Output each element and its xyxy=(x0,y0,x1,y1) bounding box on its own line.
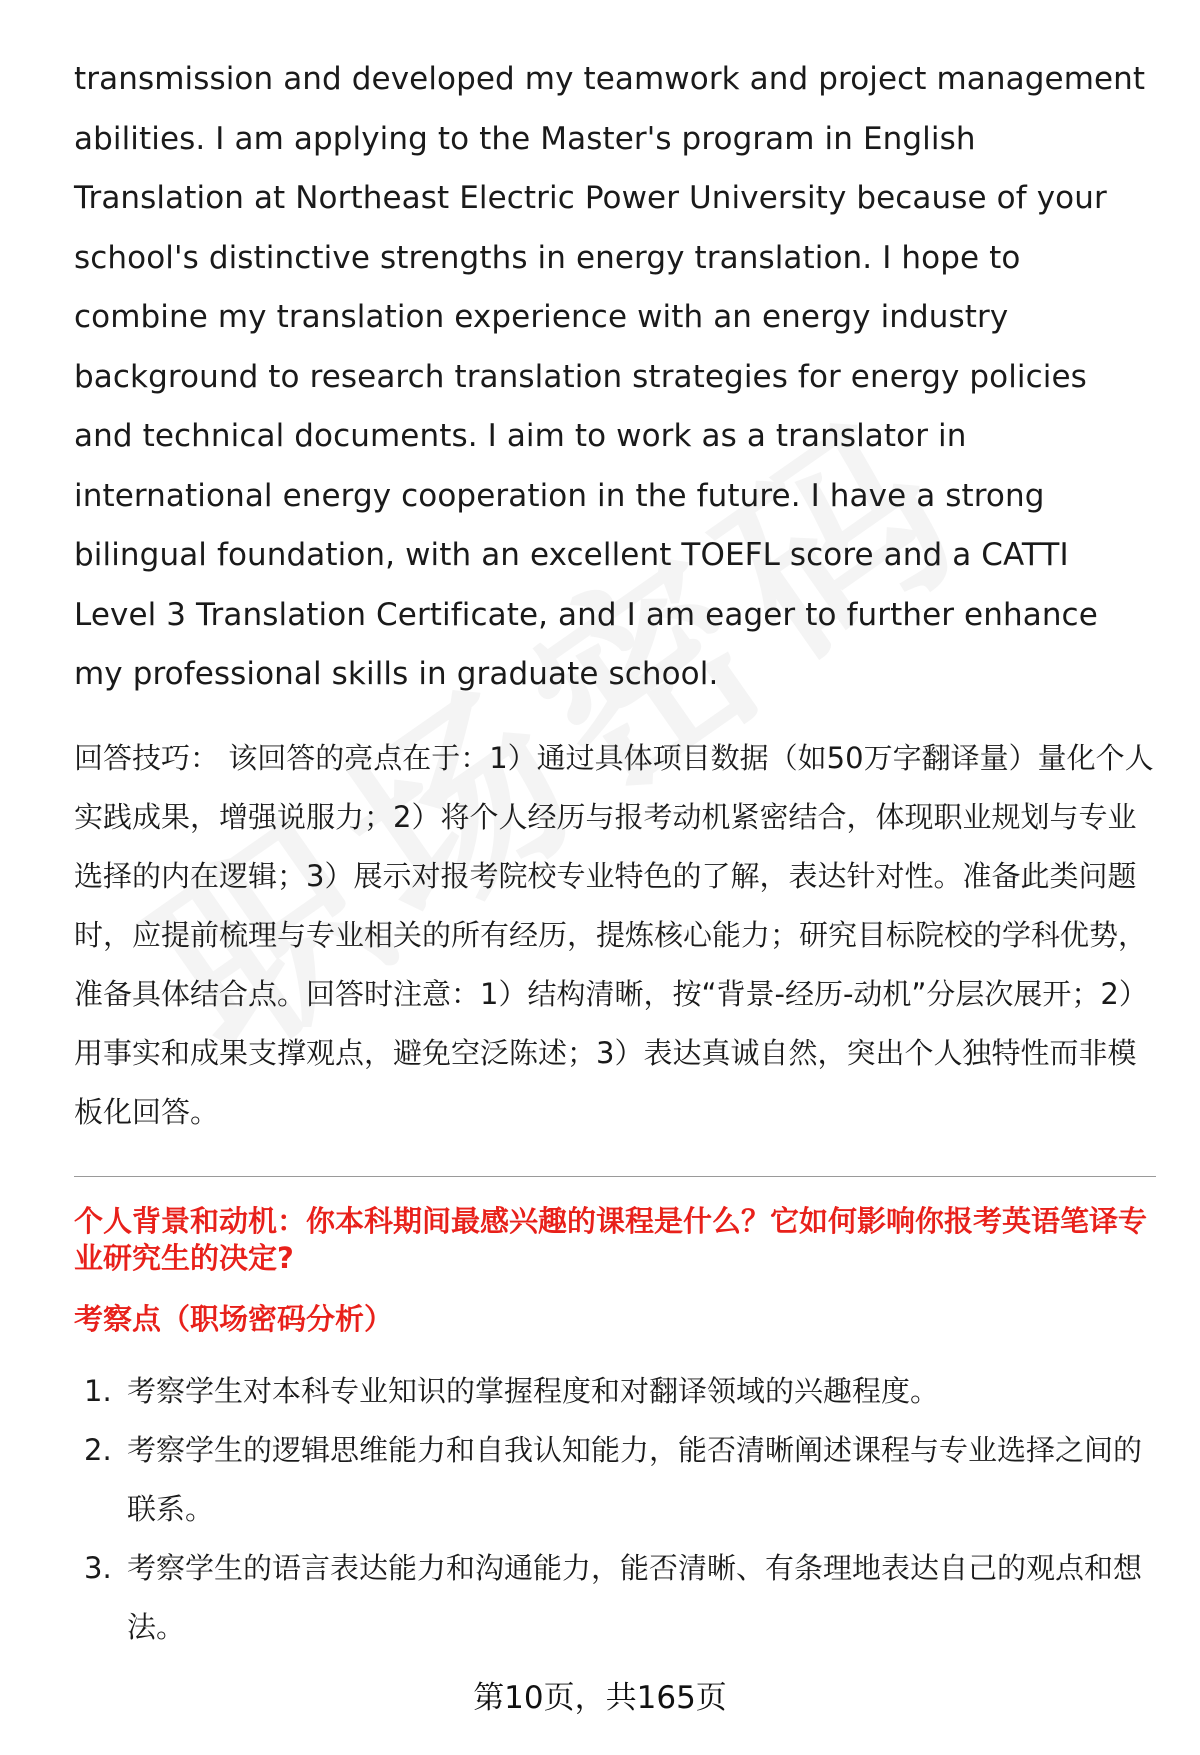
list-item-number: 1. xyxy=(84,1373,112,1408)
list-item-number: 3. xyxy=(84,1550,112,1585)
page-number-footer: 第10页，共165页 xyxy=(473,1680,727,1716)
assessment-points-list xyxy=(74,1362,1154,1657)
list-item-number: 2. xyxy=(84,1432,112,1467)
list-item-text: 考察学生的逻辑思维能力和自我认知能力，能否清晰阐述课程与专业选择之间的联系。 xyxy=(127,1432,1143,1526)
list-item-text: 考察学生对本科专业知识的掌握程度和对翻译领域的兴趣程度。 xyxy=(127,1373,940,1408)
list-item-text: 考察学生的语言表达能力和沟通能力，能否清晰、有条理地表达自己的观点和想法。 xyxy=(127,1550,1143,1644)
list-item xyxy=(74,1421,1154,1539)
list-item xyxy=(74,1539,1154,1657)
list-item xyxy=(74,1362,1154,1421)
question-heading: 个人背景和动机：你本科期间最感兴趣的课程是什么？它如何影响你报考英语笔译专业研究生的决定? xyxy=(74,1203,1148,1275)
document-page xyxy=(74,50,1154,1657)
answer-tips-paragraph: 回答技巧： 该回答的亮点在于：1）通过具体项目数据（如50万字翻译量）量化个人实践成果，增强说服力；2）将个人经历与报考动机紧密结合，体现职业规划与专业选择的内在逻辑；3）展示对报考院校专业特色的了解，表达针对性。准备此类问题时，应提前梳理与专业相关的所有经历，提炼核心能力；研究目标院校的学科优势，准备具体结合点。回答时注意：1）结构清晰，按“背景-经历-动机”分层次展开；2）用事实和成果支撑观点，避免空泛陈述；3）表达真诚自然，突出个人独特性而非模板化回答。 xyxy=(74,740,1154,1129)
assessment-points-title: 考察点（职场密码分析） xyxy=(74,1301,394,1336)
answer-paragraph: transmission and developed my teamwork and project management abilities. I am applying to the Master's program in English Translation at Northeast Electric Power University because of your school's distinctive strengths in energy translation. I hope to combine my translation experience with an energy industry background to research translation strategies for energy policies and technical documents. I aim to work as a translator in international energy cooperation in the future. I have a strong bilingual foundation, with an excellent TOEFL score and a CATTI Level 3 Translation Certificate, and I am eager to further enhance my professional skills in graduate school. xyxy=(74,61,1146,692)
section-divider xyxy=(74,1176,1156,1177)
